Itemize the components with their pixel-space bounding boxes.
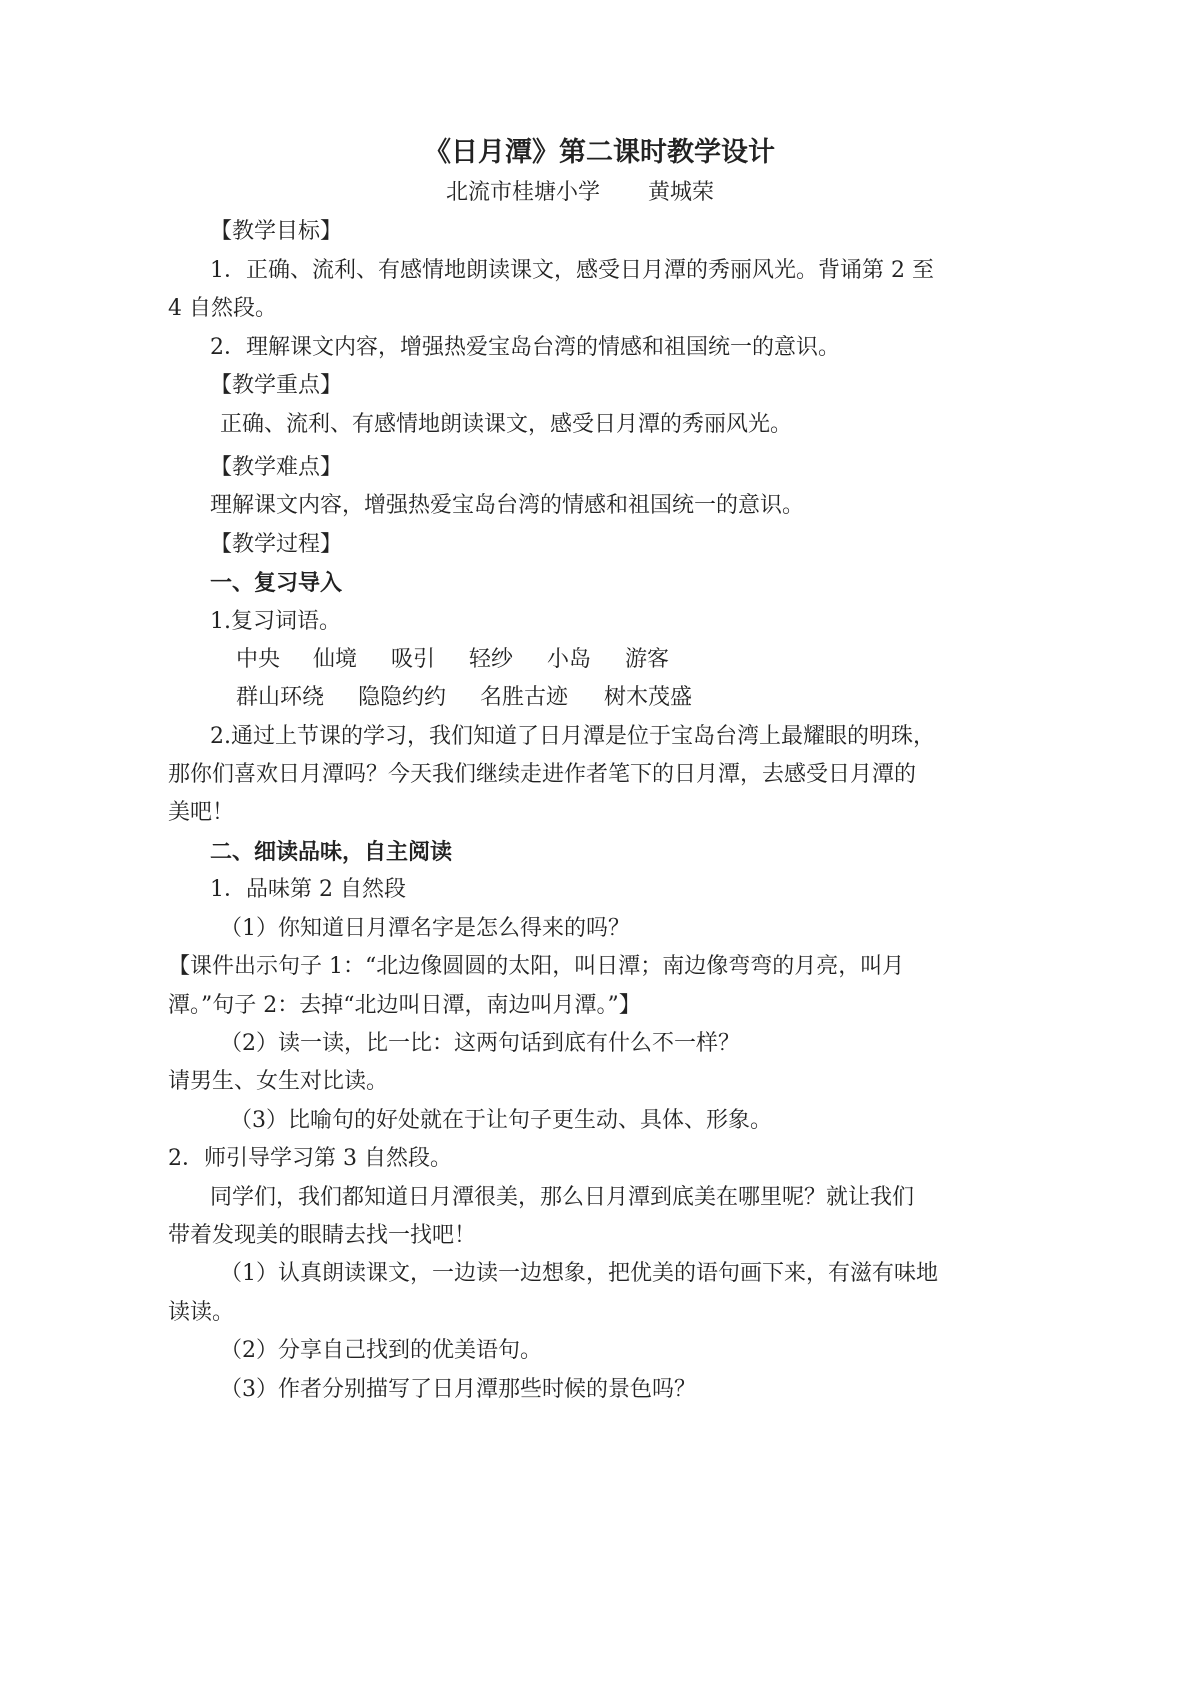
step-2: （2）分享自己找到的优美语句。 (220, 1338, 542, 1363)
key-points-text: 正确、流利、有感情地朗读课文，感受日月潭的秀丽风光。 (220, 412, 793, 437)
author-school: 北流市桂塘小学 (446, 180, 601, 205)
paragraph-3-line-2: 带着发现美的眼睛去找一找吧！ (168, 1223, 477, 1248)
word-item: 轻纱 (469, 647, 514, 672)
word-item: 群山环绕 (236, 685, 325, 710)
goal-1-line-1: 1．正确、流利、有感情地朗读课文，感受日月潭的秀丽风光。背诵第 2 至 (210, 258, 934, 283)
section-1-title: 一、复习导入 (210, 570, 343, 596)
word-list-row-2 (236, 685, 692, 711)
question-2: （2）读一读，比一比：这两句话到底有什么不一样？ (220, 1031, 740, 1056)
step-3: （3）作者分别描写了日月潭那些时候的景色吗？ (220, 1377, 696, 1402)
intro-line-2: 那你们喜欢日月潭吗？今天我们继续走进作者笔下的日月潭，去感受日月潭的 (168, 762, 917, 787)
word-item: 树木茂盛 (604, 685, 693, 710)
process-header: 【教学过程】 (210, 532, 343, 557)
paragraph-3-line-1: 同学们，我们都知道日月潭很美，那么日月潭到底美在哪里呢？就让我们 (210, 1185, 915, 1210)
paragraph-2-heading: 1．品味第 2 自然段 (210, 877, 406, 902)
word-item: 仙境 (313, 647, 358, 672)
word-item: 中央 (236, 647, 281, 672)
question-2-note: 请男生、女生对比读。 (168, 1069, 389, 1094)
document-title: 《日月潭》第二课时教学设计 (424, 137, 775, 168)
courseware-line-1: 【课件出示句子 1：“北边像圆圆的太阳，叫日潭；南边像弯弯的月亮，叫月 (168, 954, 905, 979)
author-name: 黄城荣 (648, 180, 715, 205)
word-item: 吸引 (391, 647, 436, 672)
word-item: 小岛 (547, 647, 592, 672)
section-2-title: 二、细读品味，自主阅读 (210, 839, 453, 865)
intro-line-3: 美吧！ (168, 800, 235, 825)
step-1-line-1: （1）认真朗读课文，一边读一边想象，把优美的语句画下来，有滋有味地 (220, 1261, 938, 1286)
goal-2: 2．理解课文内容，增强热爱宝岛台湾的情感和祖国统一的意识。 (210, 335, 840, 360)
courseware-line-2: 潭。”句子 2：去掉“北边叫日潭，南边叫月潭。”】 (168, 993, 641, 1018)
word-item: 名胜古迹 (480, 685, 569, 710)
goal-1-line-2: 4 自然段。 (168, 296, 277, 321)
question-1: （1）你知道日月潭名字是怎么得来的吗？ (220, 916, 630, 941)
word-item: 隐隐约约 (358, 685, 447, 710)
word-list-row-1 (236, 647, 669, 673)
word-item: 游客 (625, 647, 670, 672)
goals-header: 【教学目标】 (210, 219, 343, 244)
difficulty-text: 理解课文内容，增强热爱宝岛台湾的情感和祖国统一的意识。 (210, 493, 805, 518)
paragraph-3-heading: 2．师引导学习第 3 自然段。 (168, 1146, 452, 1171)
step-1-line-2: 读读。 (168, 1300, 235, 1325)
question-3: （3）比喻句的好处就在于让句子更生动、具体、形象。 (230, 1108, 772, 1133)
key-points-header: 【教学重点】 (210, 373, 343, 398)
difficulty-header: 【教学难点】 (210, 455, 343, 480)
review-words-label: 1.复习词语。 (210, 609, 341, 634)
intro-line-1: 2.通过上节课的学习，我们知道了日月潭是位于宝岛台湾上最耀眼的明珠， (210, 724, 935, 749)
